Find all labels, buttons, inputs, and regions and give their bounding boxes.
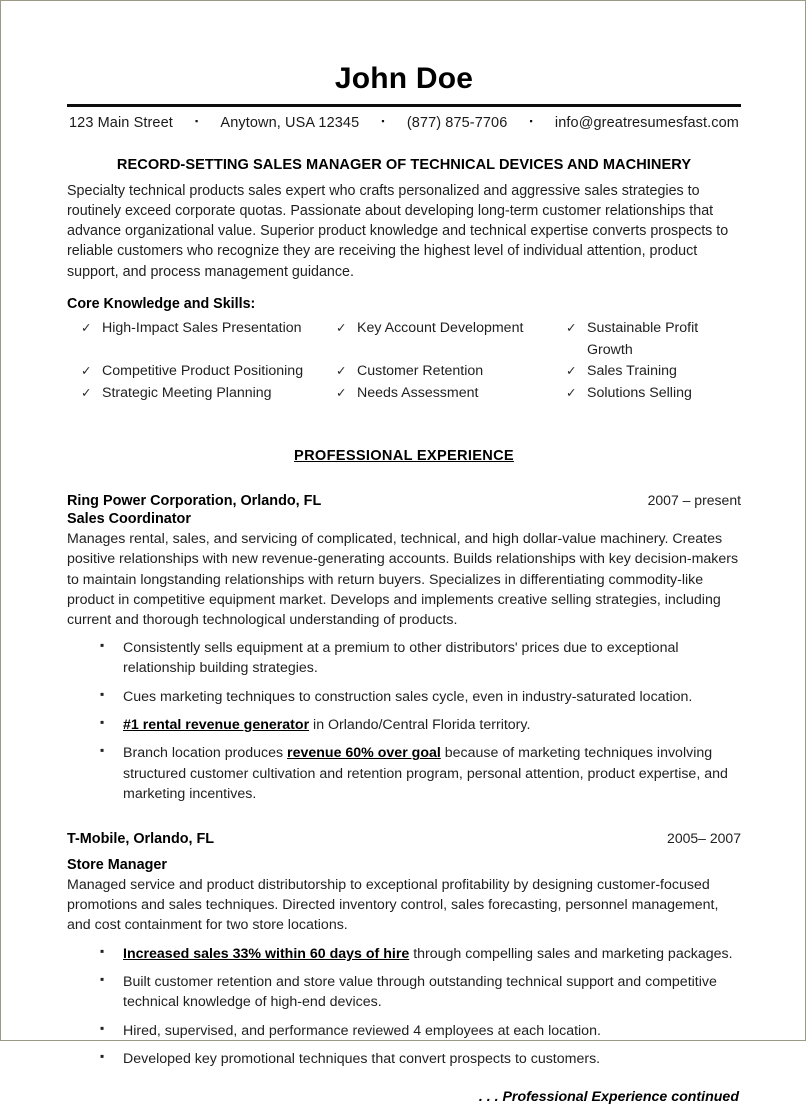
check-icon: ✓: [336, 364, 347, 379]
skill-item: [81, 318, 336, 361]
bullet-item: ▪ #1 rental revenue generator in Orlando/Central Florida territory.: [100, 715, 741, 735]
skill-label: Sales Training: [587, 363, 677, 380]
contact-city-state-zip: Anytown, USA 12345: [220, 114, 360, 131]
skill-item: [81, 361, 336, 383]
skill-label: Sustainable Profit Growth: [587, 319, 699, 358]
check-icon: ✓: [81, 385, 92, 400]
skill-label: Needs Assessment: [357, 384, 479, 401]
skill-item: [81, 383, 336, 405]
job-title: Sales Coordinator: [67, 511, 191, 528]
bullet-item: ▪ Increased sales 33% within 60 days of hire through compelling sales and marketing packages.: [100, 944, 741, 964]
bullet-item: ▪ Hired, supervised, and performance reviewed 4 employees at each location.: [100, 1021, 741, 1041]
check-icon: ✓: [336, 320, 347, 335]
bullet-item: ▪ Cues marketing techniques to construction sales cycle, even in industry-saturated location.: [100, 687, 741, 707]
skill-item: [566, 383, 741, 405]
check-icon: ✓: [566, 385, 577, 400]
continued-note: . . . Professional Experience continued: [478, 1089, 739, 1105]
job-entry-ring-power: [67, 492, 741, 804]
job-entry-tmobile: [67, 830, 741, 1069]
skill-label: Key Account Development: [357, 319, 524, 336]
separator-square-icon: ▪: [381, 115, 385, 126]
bullet-item: ▪ Branch location produces revenue 60% over goal because of marketing techniques involving structured customer cultivation and retention program, personal attention, product expertise, and marketing incentives.: [100, 743, 741, 804]
professional-headline: RECORD-SETTING SALES MANAGER OF TECHNICAL DEVICES AND MACHINERY: [116, 156, 692, 173]
skill-label: Competitive Product Positioning: [102, 363, 304, 380]
job-bullets: [67, 638, 741, 804]
job-bullets: [67, 944, 741, 1069]
contact-phone: (877) 875-7706: [406, 114, 508, 131]
skill-label: Solutions Selling: [587, 384, 692, 401]
job-employer: T-Mobile, Orlando, FL: [67, 831, 215, 848]
bullet-item: ▪ Developed key promotional techniques that convert prospects to customers.: [100, 1049, 741, 1069]
skill-label: Strategic Meeting Planning: [102, 384, 272, 401]
job-employer: Ring Power Corporation, Orlando, FL: [67, 493, 322, 510]
contact-address: 123 Main Street: [69, 114, 173, 131]
check-icon: ✓: [81, 320, 92, 335]
skill-label: High-Impact Sales Presentation: [102, 319, 302, 336]
skill-item: [336, 318, 566, 361]
job-dates: 2005– 2007: [667, 830, 741, 847]
resume-content: [67, 1, 741, 1105]
section-heading-professional-experience: PROFESSIONAL EXPERIENCE: [294, 448, 514, 465]
check-icon: ✓: [336, 385, 347, 400]
check-icon: ✓: [566, 320, 577, 335]
job-title: Store Manager: [67, 857, 167, 874]
job-description: Managed service and product distributorship to exceptional profitability by designing customer-focused promotions and sales techniques. Directed inventory control, sales forecasting, personnel management, and cost containment for two store locations.: [67, 877, 719, 934]
contact-line: [67, 107, 741, 131]
core-skills-grid: [67, 318, 741, 404]
skill-item: [336, 361, 566, 383]
job-description: Manages rental, sales, and servicing of complicated, technical, and high dollar-value machinery. Creates positive relationships with new revenue-generating accounts. Builds relationships with key decision-makers to maintain longstanding relationships with return buyers. Specializes in differentiating commodity-like product in competitive equipment market. Develops and implements creative selling strategies, including current and thorough technological understanding of products.: [67, 531, 739, 628]
separator-square-icon: ▪: [529, 115, 533, 126]
bullet-item: ▪ Built customer retention and store value through outstanding technical support and competitive technical knowledge of high-end devices.: [100, 972, 741, 1013]
skill-item: [336, 383, 566, 405]
candidate-name: John Doe: [334, 62, 474, 95]
check-icon: ✓: [81, 364, 92, 379]
separator-square-icon: ▪: [195, 115, 199, 126]
contact-email: info@greatresumesfast.com: [554, 114, 739, 131]
skill-item: [566, 361, 741, 383]
skill-item: [566, 318, 741, 361]
job-header-row: [67, 492, 741, 509]
check-icon: ✓: [566, 364, 577, 379]
skill-label: Customer Retention: [357, 363, 484, 380]
core-skills-title: Core Knowledge and Skills:: [67, 295, 256, 312]
bullet-item: ▪ Consistently sells equipment at a premium to other distributors' prices due to exceptional relationship building strategies.: [100, 638, 741, 679]
professional-summary: Specialty technical products sales expert who crafts personalized and aggressive sales strategies to routinely exceed corporate quotas. Passionate about developing long-term customer relationships that advance organizational value. Superior product knowledge and technical expertise converts prospects to reliable customers who recognize they are receiving the highest level of individual attention, product support, and process management guidance.: [67, 182, 729, 280]
job-header-row: [67, 830, 741, 847]
job-dates: 2007 – present: [647, 492, 741, 509]
